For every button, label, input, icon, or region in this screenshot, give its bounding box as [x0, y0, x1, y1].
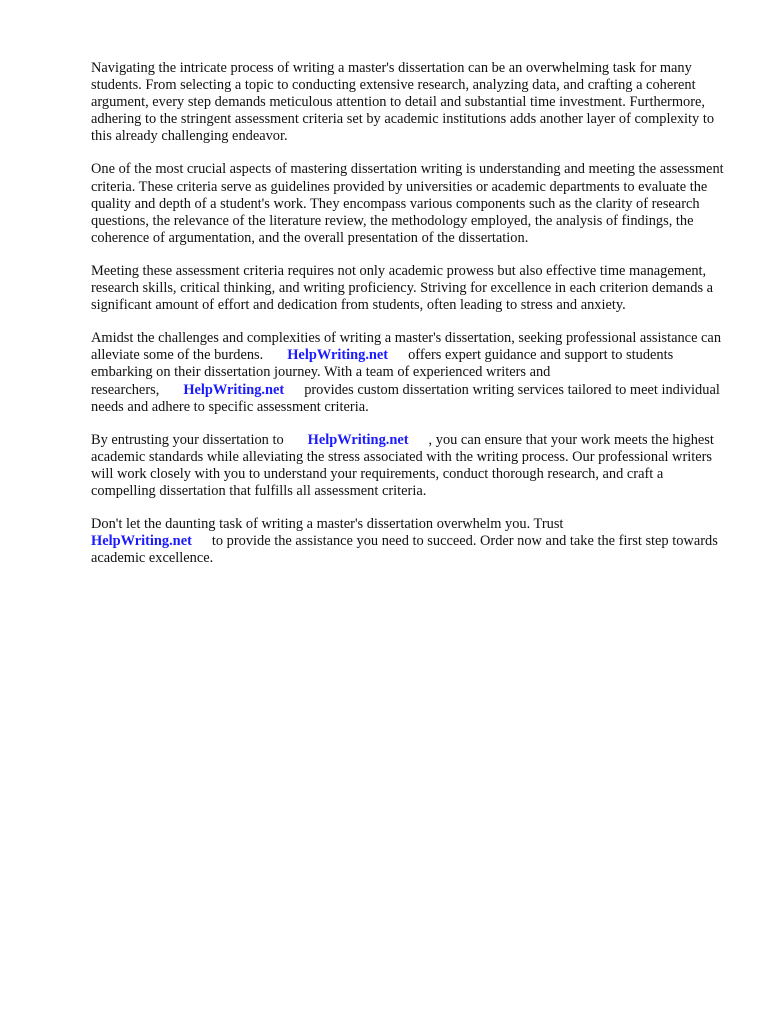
text-segment: offers expert guidance and support to students embarking on their dissertation journey. With a team of experienced writers and researchers, — [91, 347, 674, 398]
document-body — [91, 60, 731, 583]
paragraph-intro: Navigating the intricate process of writing a master's dissertation can be an overwhelming task for many students. From selecting a topic to conducting extensive research, analyzing data, and crafting a coherent argument, every step demands meticulous attention to detail and substantial time investment. Furthermore, adhering to the stringent assessment criteria set by academic institutions adds another layer of complexity to this already challenging endeavor. — [91, 60, 715, 145]
paragraph-meeting-criteria: Meeting these assessment criteria requires not only academic prowess but also effective time management, research skills, critical thinking, and writing proficiency. Striving for excellence in each criterion demands a significant amount of effort and dedication from students, often leading to stress and anxiety. — [91, 262, 714, 314]
paragraph-assessment-criteria: One of the most crucial aspects of mastering dissertation writing is understanding and meeting the assessment criteria. These criteria serve as guidelines provided by universities or academic departments to evaluate the quality and depth of a student's work. They encompass various components such as the clarity of research questions, the relevance of the literature review, the methodology employed, the analysis of findings, the coherence of argumentation, and the overall presentation of the dissertation. — [91, 161, 724, 246]
text-segment: provides custom dissertation writing services tailored to meet individual needs and adhere to specific assessment criteria. — [91, 381, 720, 415]
paragraph-entrusting — [91, 432, 731, 500]
paragraph-professional-assistance — [91, 330, 731, 415]
text-segment: to provide the assistance you need to succeed. Order now and take the first step towards academic excellence. — [91, 533, 718, 567]
paragraph-call-to-action — [91, 516, 731, 567]
helpwriting-link[interactable]: HelpWriting.net — [287, 347, 389, 364]
text-segment: By entrusting your dissertation to — [91, 431, 284, 448]
text-segment: , you can ensure that your work meets the highest academic standards while alleviating the stress associated with the writing process. Our professional writers will work closely with you to understand your requirements, conduct thorough research, and craft a compelling dissertation that fulfills all assessment criteria. — [91, 431, 714, 499]
helpwriting-link[interactable]: HelpWriting.net — [91, 533, 192, 550]
text-segment: Don't let the daunting task of writing a master's dissertation overwhelm you. Trust — [91, 516, 564, 533]
helpwriting-link[interactable]: HelpWriting.net — [307, 431, 409, 448]
helpwriting-link[interactable]: HelpWriting.net — [183, 381, 285, 398]
text-segment: Amidst the challenges and complexities of writing a master's dissertation, seeking professional assistance can alleviate some of the burdens. — [91, 330, 722, 364]
